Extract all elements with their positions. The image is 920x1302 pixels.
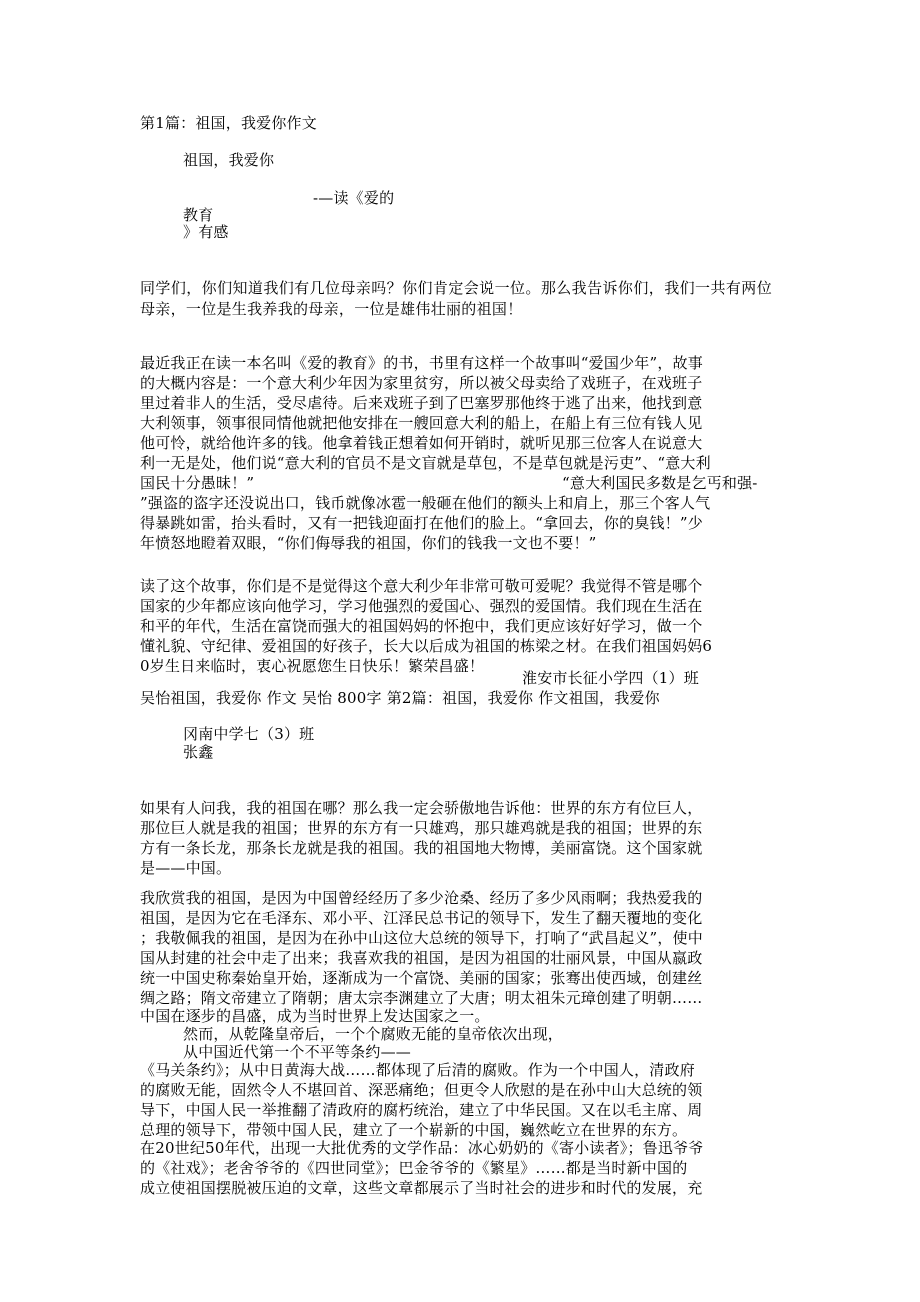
essay2-p4-line: 总理的领导下，带领中国人民，建立了一个崭新的中国，巍然屹立在世界的东方。 [140, 1121, 688, 1139]
essay1-p2-line: 得暴跳如雷，抬头看时，又有一把钱迎面打在他们的脸上。“拿回去，你的臭钱！”少 [140, 514, 703, 532]
essay1-p3-line: 0岁生日来临时，衷心祝愿您生日快乐！繁荣昌盛！ [140, 657, 485, 675]
essay2-p4-line: 导下，中国人民一举推翻了清政府的腐朽统治，建立了中华民国。又在以毛主席、周 [140, 1101, 703, 1119]
essay1-p3-line: 读了这个故事，你们是不是觉得这个意大利少年非常可敬可爱呢？我觉得不管是哪个 [140, 577, 703, 595]
essay2-p2-line: 统一中国史称秦始皇开始，逐渐成为一个富饶、美丽的国家；张骞出使西域，创建丝 [140, 969, 703, 987]
essay2-p4-line: 《马关条约》；从中日黄海大战……都体现了后清的腐败。作为一个中国人，清政府 [140, 1061, 695, 1079]
essay2-p4-line: 的腐败无能，固然令人不堪回首、深恶痛绝；但更令人欣慰的是在孙中山大总统的领 [140, 1081, 703, 1099]
essay1-p2-line: 大利领事，领事很同情他就把他安排在一艘回意大利的船上，在船上有三位有钱人见 [140, 414, 703, 432]
essay1-subtitle-b: 教育 [183, 206, 214, 224]
essay2-p2-line: 中国在逐步的昌盛，成为当时世界上发达国家之一。 [140, 1007, 490, 1025]
essay2-p4-line: 的《社戏》；老舍爷爷的《四世同堂》；巴金爷爷的《繁星》……都是当时新中国的 [140, 1159, 688, 1177]
essay2-p4-line: 在20世纪50年代，出现一大批优秀的文学作品：冰心奶奶的《寄小读者》；鲁迅爷爷 [140, 1139, 704, 1157]
chapter-title: 第1篇：祖国，我爱你作文 [140, 114, 317, 132]
essay2-p3-line: 从中国近代第一个不平等条约—— [183, 1043, 412, 1061]
essay1-p2-line: 他可怜，就给他许多的钱。他拿着钱正想着如何开销时，就听见那三位客人在说意大 [140, 434, 703, 452]
school-signature: 淮安市长征小学四（1）班 [522, 669, 699, 687]
essay2-p2-line: ；我敬佩我的祖国，是因为在孙中山这位大总统的领导下，打响了“武昌起义”，使中 [140, 929, 703, 947]
essay1-title: 祖国，我爱你 [183, 151, 275, 169]
essay1-p3-line: 和平的年代，生活在富饶而强大的祖国妈妈的怀抱中，我们更应该好好学习，做一个 [140, 617, 703, 635]
essay2-p4-line: 成立使祖国摆脱被压迫的文章，这些文章都展示了当时社会的进步和时代的发展，充 [140, 1179, 703, 1197]
essay1-p2-line: 利一无是处，他们说“意大利的官员不是文盲就是草包，不是草包就是污吏”、“意大利 [140, 454, 711, 472]
essay2-p1-line: 如果有人问我，我的祖国在哪？那么我一定会骄傲地告诉他：世界的东方有位巨人， [140, 799, 703, 817]
essay2-p1-line: 那位巨人就是我的祖国；世界的东方有一只雄鸡，那只雄鸡就是我的祖国；世界的东 [140, 819, 703, 837]
essay2-p1-line: 是——中国。 [140, 859, 232, 877]
essay1-p2-line: 里过着非人的生活，受尽虐待。后来戏班子到了巴塞罗那他终于逃了出来，他找到意 [140, 394, 703, 412]
essay2-p2-line: 祖国，是因为它在毛泽东、邓小平、江泽民总书记的领导下，发生了翻天覆地的变化 [140, 909, 703, 927]
essay1-p2-line: 年愤怒地瞪着双眼，“你们侮辱我的祖国，你们的钱我一文也不要！” [140, 534, 597, 552]
essay1-p2-line: 最近我正在读一本名叫《爱的教育》的书，书里有这样一个故事叫“爱国少年”，故事 [140, 354, 703, 372]
essay1-p3-line: 国家的少年都应该向他学习，学习他强烈的爱国心、强烈的爱国情。我们现在生活在 [140, 597, 703, 615]
essay1-p2-line: 国民十分愚昧！” [140, 474, 255, 492]
essay1-subtitle-a: -—读《爱的 [313, 189, 395, 207]
essay2-p2-line: 绸之路；隋文帝建立了隋朝；唐太宗李渊建立了大唐；明太祖朱元璋创建了明朝…… [140, 989, 703, 1007]
essay2-p3-line: 然而，从乾隆皇帝后，一个个腐败无能的皇帝依次出现， [183, 1025, 564, 1043]
essay1-p2-line: 的大概内容是：一个意大利少年因为家里贫穷，所以被父母卖给了戏班子，在戏班子 [140, 374, 703, 392]
essay1-p3-line: 懂礼貌、守纪律、爱祖国的好孩子，长大以后成为祖国的栋梁之材。在我们祖国妈妈6 [140, 637, 713, 655]
essay1-p2-line: ”强盗的盗字还没说出口，钱币就像冰雹一般砸在他们的额头上和肩上，那三个客人气 [140, 494, 711, 512]
essay2-p1-line: 方有一条长龙，那条长龙就是我的祖国。我的祖国地大物博，美丽富饶。这个国家就 [140, 839, 703, 857]
essay2-p2-line: 国从封建的社会中走了出来；我喜欢我的祖国，是因为祖国的壮丽风景，中国从嬴政 [140, 949, 703, 967]
footer-line: 吴怡祖国，我爱你 作文 吴怡 800字 第2篇：祖国，我爱你 作文祖国，我爱你 [140, 689, 660, 707]
essay2-p2-line: 我欣赏我的祖国，是因为中国曾经经历了多少沧桑、经历了多少风雨啊；我热爱我的 [140, 889, 703, 907]
essay2-class-line: 冈南中学七（3）班 [183, 725, 315, 743]
essay1-p2-line: “意大利国民多数是乞丐和强- [562, 474, 758, 492]
essay1-paragraph-1: 同学们，你们知道我们有几位母亲吗？你们肯定会说一位。那么我告诉你们，我们一共有两位母亲，一位是生我养我的母亲，一位是雄伟壮丽的祖国！ [140, 279, 772, 318]
essay1-subtitle-c: 》有感 [183, 223, 229, 241]
essay2-author: 张鑫 [183, 743, 214, 761]
